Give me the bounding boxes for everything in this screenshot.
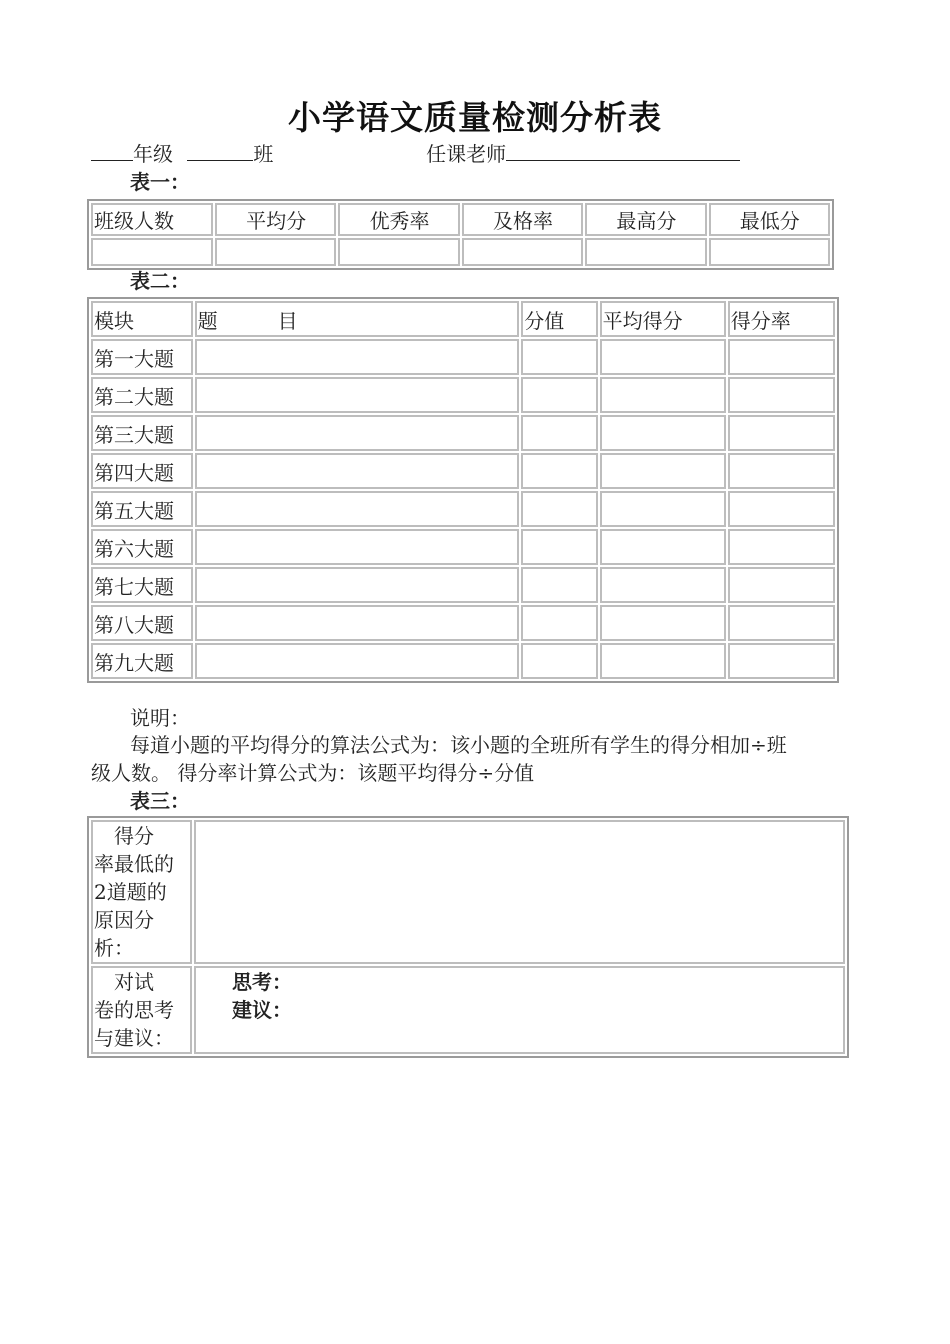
question-module-label: 第七大题 [91,567,193,603]
cause-analysis-label: 得分 率最低的 2道题的 原因分析： [91,820,192,964]
table2-input-cell[interactable] [521,377,597,413]
question-module-label: 第一大题 [91,339,193,375]
table-row [91,605,835,641]
table2-input-cell[interactable] [600,377,726,413]
page-title: 小学语文质量检测分析表 [288,98,662,137]
table2-input-cell[interactable] [728,605,835,641]
table1-input-cell[interactable] [462,238,583,266]
table2-input-cell[interactable] [600,643,726,679]
table2-input-cell[interactable] [521,605,597,641]
reflection-cell[interactable] [194,966,845,1054]
table2-input-cell[interactable] [195,643,520,679]
table2-input-cell[interactable] [728,415,835,451]
table2-header-cell: 题 目 [195,301,520,337]
table2-header-cell: 分值 [521,301,597,337]
table2-input-cell[interactable] [728,529,835,565]
notes-line-2: 级人数。 得分率计算公式为：该题平均得分÷分值 [91,761,535,785]
table2-input-cell[interactable] [600,339,726,375]
table-row [91,567,835,603]
table2-header-cell: 模块 [91,301,193,337]
table2-input-cell[interactable] [195,415,520,451]
table2-input-cell[interactable] [521,529,597,565]
table2-input-cell[interactable] [600,491,726,527]
table1-input-cell[interactable] [91,238,213,266]
class-label: 班 [253,142,274,166]
table1-header-cell: 最高分 [585,203,706,236]
table2-input-cell[interactable] [195,453,520,489]
question-module-label: 第五大题 [91,491,193,527]
notes-heading: 说明： [130,706,190,730]
question-module-label: 第六大题 [91,529,193,565]
table-row [91,415,835,451]
table-row [91,643,835,679]
table2-input-cell[interactable] [728,339,835,375]
table2-input-cell[interactable] [195,377,520,413]
table1-input-cell[interactable] [709,238,830,266]
reflection-label: 对试 卷的思考 与建议： [91,966,192,1054]
teacher-label: 任课老师 [426,142,507,166]
table-row [91,339,835,375]
table2-label: 表二： [130,269,190,293]
table2-input-cell[interactable] [728,567,835,603]
table2-input-cell[interactable] [521,567,597,603]
teacher-blank[interactable] [506,142,740,161]
table3-label: 表三： [130,789,190,813]
table2-input-cell[interactable] [195,529,520,565]
table2-input-cell[interactable] [600,415,726,451]
question-module-label: 第八大题 [91,605,193,641]
table-row [91,377,835,413]
question-module-label: 第三大题 [91,415,193,451]
table2-header-cell: 得分率 [728,301,835,337]
table2-input-cell[interactable] [600,453,726,489]
suggest-label: 建议： [232,998,292,1022]
table-row [91,529,835,565]
table1-header-cell: 班级人数 [91,203,213,236]
table2-input-cell[interactable] [521,491,597,527]
table2-input-cell[interactable] [600,605,726,641]
table-row [91,491,835,527]
table2-input-cell[interactable] [521,415,597,451]
table2-header-cell: 平均得分 [600,301,726,337]
question-module-label: 第四大题 [91,453,193,489]
question-module-label: 第九大题 [91,643,193,679]
table2-input-cell[interactable] [521,339,597,375]
table2-input-cell[interactable] [728,377,835,413]
class-blank[interactable] [187,142,253,161]
reflection-table [87,816,849,1058]
cause-analysis-cell[interactable] [194,820,845,964]
table1-header-cell: 优秀率 [338,203,459,236]
grade-blank[interactable] [91,142,133,161]
table-row [91,453,835,489]
table1-header-cell: 平均分 [215,203,336,236]
table1-header-cell: 及格率 [462,203,583,236]
think-label: 思考： [232,970,292,994]
table1-input-cell[interactable] [338,238,459,266]
table2-input-cell[interactable] [600,567,726,603]
question-module-label: 第二大题 [91,377,193,413]
table2-input-cell[interactable] [195,339,520,375]
table2-input-cell[interactable] [728,643,835,679]
table2-input-cell[interactable] [195,605,520,641]
table2-input-cell[interactable] [600,529,726,565]
grade-label: 年级 [133,142,173,166]
table2-input-cell[interactable] [728,491,835,527]
table1-header-cell: 最低分 [709,203,830,236]
summary-table [87,199,834,270]
table2-input-cell[interactable] [521,453,597,489]
question-analysis-table [87,297,839,683]
notes-line-1: 每道小题的平均得分的算法公式为：该小题的全班所有学生的得分相加÷班 [130,733,787,757]
table2-input-cell[interactable] [521,643,597,679]
table1-input-cell[interactable] [215,238,336,266]
table2-input-cell[interactable] [195,491,520,527]
table1-label: 表一： [130,170,190,194]
header-line [91,142,740,166]
table2-input-cell[interactable] [195,567,520,603]
table2-input-cell[interactable] [728,453,835,489]
table1-input-cell[interactable] [585,238,706,266]
